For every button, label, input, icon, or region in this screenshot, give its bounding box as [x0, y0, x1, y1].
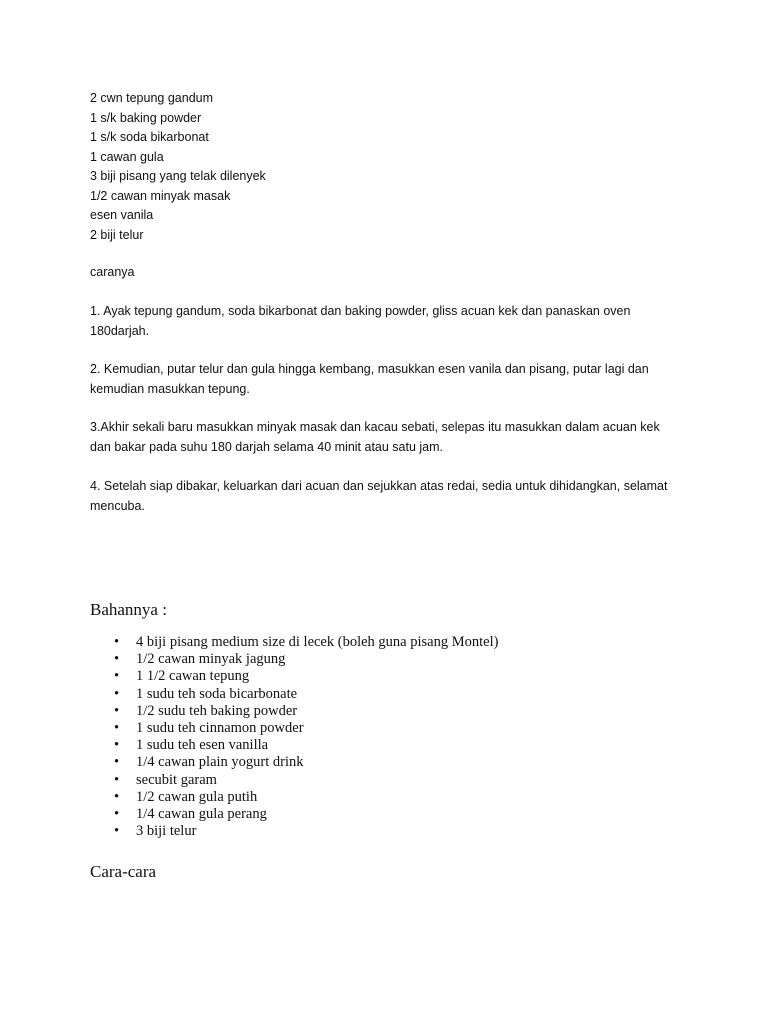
bullet-icon: • — [114, 823, 120, 840]
ingredient-item — [114, 720, 498, 737]
ingredients-list-bottom — [114, 634, 498, 840]
bullet-icon: • — [114, 806, 120, 823]
ingredient-item — [114, 686, 498, 703]
ingredient-line: 2 cwn tepung gandum — [90, 91, 214, 105]
ingredient-text: 1 sudu teh soda bicarbonate — [136, 685, 298, 702]
ingredient-item — [114, 772, 498, 789]
ingredient-text: 1/2 sudu teh baking powder — [136, 702, 298, 719]
ingredient-item — [114, 651, 498, 668]
bullet-icon: • — [114, 685, 120, 702]
ingredient-text: 1 1/2 cawan tepung — [136, 668, 250, 685]
bullet-icon: • — [114, 651, 120, 668]
method-step: 4. Setelah siap dibakar, keluarkan dari acuan dan sejukkan atas redai, sedia untuk dihidangkan, selamat mencuba. — [90, 479, 668, 513]
ingredient-text: 1 sudu teh esen vanilla — [136, 737, 269, 754]
ingredient-item — [114, 634, 498, 651]
ingredient-text: 4 biji pisang medium size di lecek (boleh guna pisang Montel) — [136, 634, 499, 650]
ingredient-text: 1 sudu teh cinnamon powder — [136, 720, 304, 737]
ingredient-line: 2 biji telur — [90, 227, 144, 242]
ingredient-text: 1/2 cawan minyak jagung — [136, 651, 286, 668]
ingredient-line: 3 biji pisang yang telak dilenyek — [90, 169, 266, 183]
ingredient-item — [114, 823, 498, 840]
ingredient-item — [114, 668, 498, 685]
bullet-icon: • — [114, 771, 120, 788]
ingredients-list-top — [90, 89, 266, 245]
method-heading-2: Cara-cara — [90, 862, 157, 881]
bullet-icon: • — [114, 720, 120, 737]
ingredient-line: 1 s/k soda bikarbonat — [90, 130, 209, 144]
ingredient-text: secubit garam — [136, 771, 217, 788]
bullet-icon: • — [114, 754, 120, 771]
bullet-icon: • — [114, 702, 120, 719]
ingredient-item — [114, 789, 498, 806]
ingredient-item — [114, 806, 498, 823]
ingredient-text: 1/2 cawan gula putih — [136, 788, 258, 805]
ingredient-item — [114, 737, 498, 754]
ingredient-text: 3 biji telur — [136, 823, 197, 840]
ingredient-line: 1/2 cawan minyak masak — [90, 188, 231, 203]
ingredient-item — [114, 754, 498, 771]
method-step: 3.Akhir sekali baru masukkan minyak masak dan kacau sebati, selepas itu masukkan dalam acuan kek dan bakar pada suhu 180 darjah selama 40 minit atau satu jam. — [90, 420, 660, 454]
ingredient-line: 1 s/k baking powder — [90, 110, 202, 125]
bullet-icon: • — [114, 788, 120, 805]
method-step: 1. Ayak tepung gandum, soda bikarbonat dan baking powder, gliss acuan kek dan panaskan oven 180darjah. — [90, 304, 631, 338]
bullet-icon: • — [114, 634, 120, 650]
method-step: 2. Kemudian, putar telur dan gula hingga kembang, masukkan esen vanila dan pisang, putar lagi dan kemudian masukkan tepung. — [90, 362, 649, 396]
ingredient-line: 1 cawan gula — [90, 149, 164, 164]
bullet-icon: • — [114, 737, 120, 754]
ingredient-line: esen vanila — [90, 208, 154, 222]
method-heading: caranya — [90, 265, 135, 279]
ingredient-item — [114, 703, 498, 720]
ingredient-text: 1/4 cawan gula perang — [136, 806, 267, 823]
ingredient-text: 1/4 cawan plain yogurt drink — [136, 754, 304, 771]
bullet-icon: • — [114, 668, 120, 685]
ingredients-heading: Bahannya : — [90, 600, 167, 619]
